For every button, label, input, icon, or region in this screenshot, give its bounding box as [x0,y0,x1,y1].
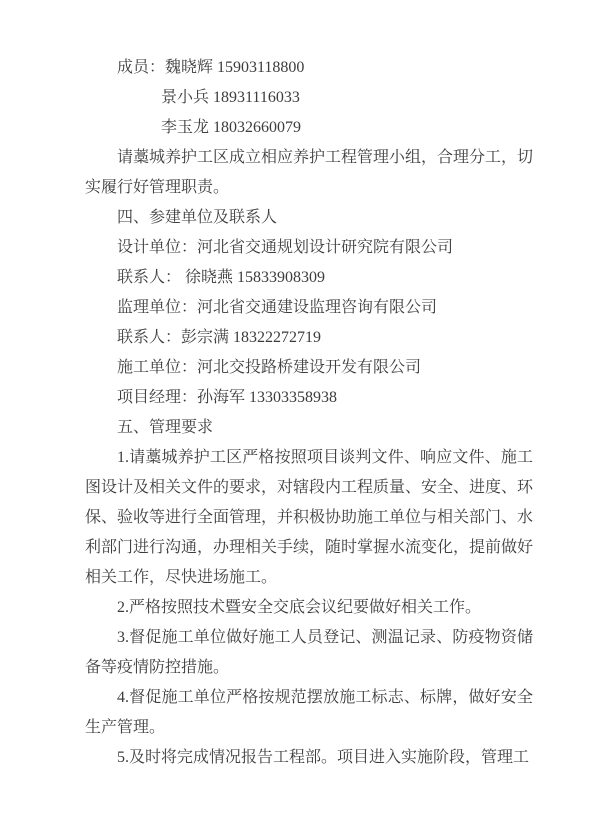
section-heading-requirements: 五、管理要求 [117,419,214,436]
contact-line-supervision-person: 联系人：彭宗满 18322272719 [117,329,322,346]
contact-line-supervision-unit: 监理单位：河北省交通建设监理咨询有限公司 [117,299,438,316]
requirement-paragraph-3: 3.督促施工单位做好施工人员登记、测温记录、防疫物资储备等疫情防控措施。 [85,629,533,676]
section-heading-units: 四、参建单位及联系人 [117,209,278,226]
requirement-paragraph-1: 1.请藁城养护工区严格按照项目谈判文件、响应文件、施工图设计及相关文件的要求，对辖段内工程质量、安全、进度、环保、验收等进行全面管理，并积极协助施工单位与相关部门、水利部门进行沟通，办理相关手续，随时掌握水流变化，提前做好相关工作，尽快进场施工。 [85,449,534,586]
contact-line-project-manager: 项目经理：孙海军 13303358938 [117,389,338,406]
requirement-paragraph-5: 5.及时将完成情况报告工程部。项目进入实施阶段，管理工 [117,749,530,766]
contact-line-construction-unit: 施工单位：河北交投路桥建设开发有限公司 [117,359,422,376]
member-line-leader: 成员：魏晓辉 15903118800 [117,59,305,76]
member-line: 李玉龙 18032660079 [161,119,302,136]
contact-line-design-unit: 设计单位：河北省交通规划设计研究院有限公司 [117,239,454,256]
requirement-paragraph-4: 4.督促施工单位严格按规范摆放施工标志、标牌，做好安全生产管理。 [85,689,533,736]
member-line: 景小兵 18931116033 [161,89,300,106]
contact-line-design-person: 联系人： 徐晓燕 15833908309 [117,269,326,286]
body-paragraph: 请藁城养护工区成立相应养护工程管理小组，合理分工，切实履行好管理职责。 [85,149,534,196]
requirement-paragraph-2: 2.严格按照技术暨安全交底会议纪要做好相关工作。 [117,599,482,616]
